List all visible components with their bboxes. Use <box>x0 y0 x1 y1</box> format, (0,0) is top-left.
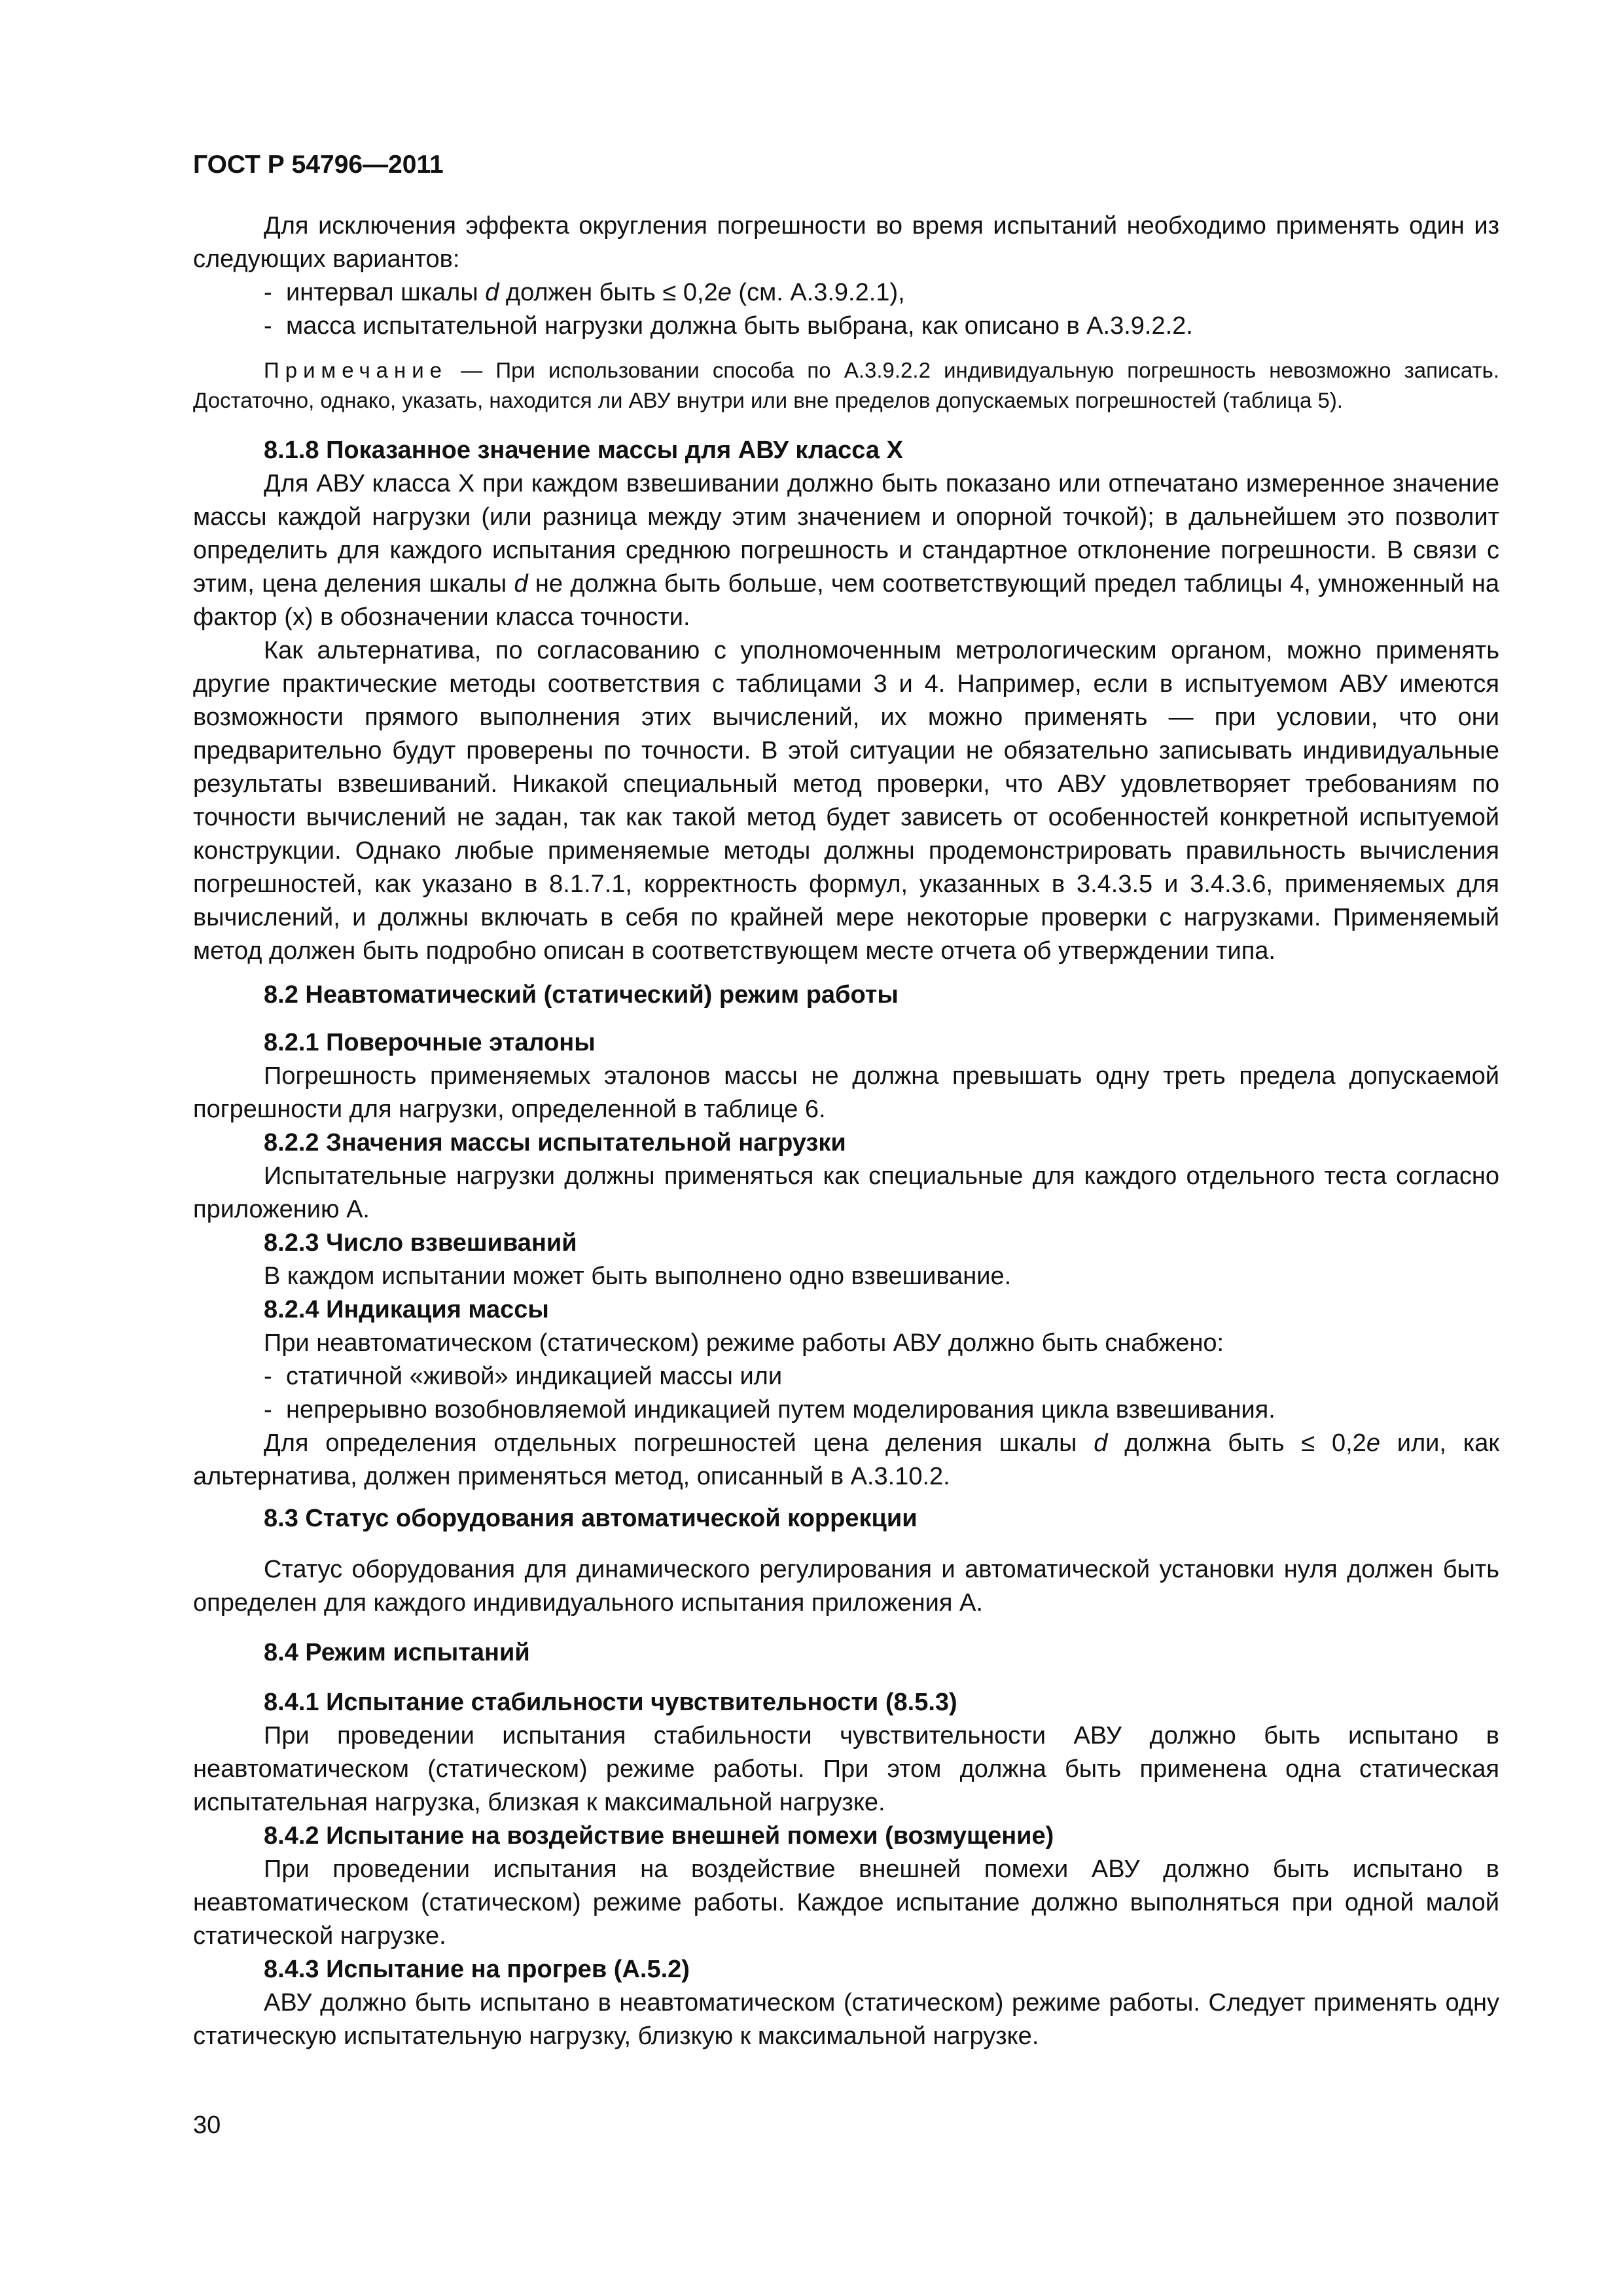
note <box>193 355 1499 416</box>
list-item: - непрерывно возобновляемой индикацией путем моделирования цикла взвешивания. <box>264 1396 1275 1424</box>
paragraph-8-4-2: При проведении испытания на воздействие внешней помехи АВУ должно быть испытано в неавтоматическом (статическом) режиме работы. Каждое испытание должно выполняться при одной малой статической нагрузке. <box>193 1856 1499 1950</box>
section-heading-8-2-1: 8.2.1 Поверочные эталоны <box>264 1029 596 1056</box>
list-item: - интервал шкалы d должен быть ≤ 0,2e (см. А.3.9.2.1), <box>264 279 905 306</box>
paragraph-8-2-4: При неавтоматическом (статическом) режиме работы АВУ должно быть снабжено: <box>264 1329 1224 1357</box>
paragraph-8-1-8-a: Для АВУ класса X при каждом взвешивании должно быть показано или отпечатано измеренное значение массы каждой нагрузки (или разница между этим значением и опорной точкой); в дальнейшем это позволит определить для каждого испытания среднюю погрешность и стандартное отклонение погрешности. В связи с этим, цена деления шкалы d не должна быть больше, чем соответствующий предел таблицы 4, умноженный на фактор (x) в обозначении класса точности. <box>193 470 1499 631</box>
section-heading-8-4-1: 8.4.1 Испытание стабильности чувствительности (8.5.3) <box>264 1689 957 1716</box>
note-text: — При использовании способа по А.3.9.2.2 индивидуальную погрешность невозможно записать. Достаточно, однако, указать, находится ли АВУ внутри или вне пределов допускаемых погрешностей (таблица 5). <box>193 358 1499 412</box>
paragraph-8-1-8-b: Как альтернатива, по согласованию с уполномоченным метрологическим органом, можно применять другие практические методы соответствия с таблицами 3 и 4. Например, если в испытуемом АВУ имеются возможности прямого выполнения этих вычислений, их можно применять — при условии, что они предварительно будут проверены по точности. В этой ситуации не обязательно записывать индивидуальные результаты взвешиваний. Никакой специальный метод проверки, что АВУ удовлетворяет требованиям по точности вычислений не задан, так как такой метод будет зависеть от особенностей конкретной испытуемой конструкции. Однако любые применяемые методы должны продемонстрировать правильность вычисления погрешностей, как указано в 8.1.7.1, корректность формул, указанных в 3.4.3.5 и 3.4.3.6, применяемых для вычислений, и должны включать в себя по крайней мере некоторые проверки с нагрузками. Применяемый метод должен быть подробно описан в соответствующем месте отчета об утверждении типа. <box>193 637 1499 965</box>
section-heading-8-1-8: 8.1.8 Показанное значение массы для АВУ класса X <box>264 437 903 464</box>
paragraph-8-2-2: Испытательные нагрузки должны применяться как специальные для каждого отдельного теста согласно приложению А. <box>193 1162 1499 1223</box>
document-header: ГОСТ Р 54796—2011 <box>193 151 444 179</box>
list-item: - масса испытательной нагрузки должна быть выбрана, как описано в А.3.9.2.2. <box>264 312 1193 340</box>
paragraph-8-2-1: Погрешность применяемых эталонов массы не должна превышать одну треть предела допускаемой погрешности для нагрузки, определенной в таблице 6. <box>193 1062 1499 1123</box>
list-item: - статичной «живой» индикацией массы или <box>264 1363 783 1390</box>
section-heading-8-2-4: 8.2.4 Индикация массы <box>264 1296 549 1323</box>
note-label: Примечание <box>264 358 448 382</box>
paragraph-8-4-3: АВУ должно быть испытано в неавтоматическом (статическом) режиме работы. Следует применять одну статическую испытательную нагрузку, близкую к максимальной нагрузке. <box>193 1989 1499 2050</box>
paragraph-8-2-4-b: Для определения отдельных погрешностей цена деления шкалы d должна быть ≤ 0,2e или, как альтернатива, должен применяться метод, описанный в А.3.10.2. <box>193 1429 1499 1490</box>
page-number: 30 <box>193 2111 221 2139</box>
section-heading-8-2-3: 8.2.3 Число взвешиваний <box>264 1229 577 1257</box>
section-heading-8-2: 8.2 Неавтоматический (статический) режим работы <box>264 981 899 1009</box>
paragraph-8-4-1: При проведении испытания стабильности чувствительности АВУ должно быть испытано в неавтоматическом (статическом) режиме работы. При этом должна быть применена одна статическая испытательная нагрузка, близкая к максимальной нагрузке. <box>193 1722 1499 1816</box>
paragraph-8-3: Статус оборудования для динамического регулирования и автоматической установки нуля должен быть определен для каждого индивидуального испытания приложения А. <box>193 1556 1499 1617</box>
section-heading-8-2-2: 8.2.2 Значения массы испытательной нагрузки <box>264 1129 846 1157</box>
paragraph-8-2-3: В каждом испытании может быть выполнено одно взвешивание. <box>264 1263 1012 1290</box>
section-heading-8-4-3: 8.4.3 Испытание на прогрев (А.5.2) <box>264 1956 690 1983</box>
intro-paragraph: Для исключения эффекта округления погрешности во время испытаний необходимо применять один из следующих вариантов: <box>193 212 1499 273</box>
section-heading-8-4-2: 8.4.2 Испытание на воздействие внешней помехи (возмущение) <box>264 1822 1054 1850</box>
section-heading-8-3: 8.3 Статус оборудования автоматической коррекции <box>264 1505 918 1532</box>
section-heading-8-4: 8.4 Режим испытаний <box>264 1639 530 1666</box>
